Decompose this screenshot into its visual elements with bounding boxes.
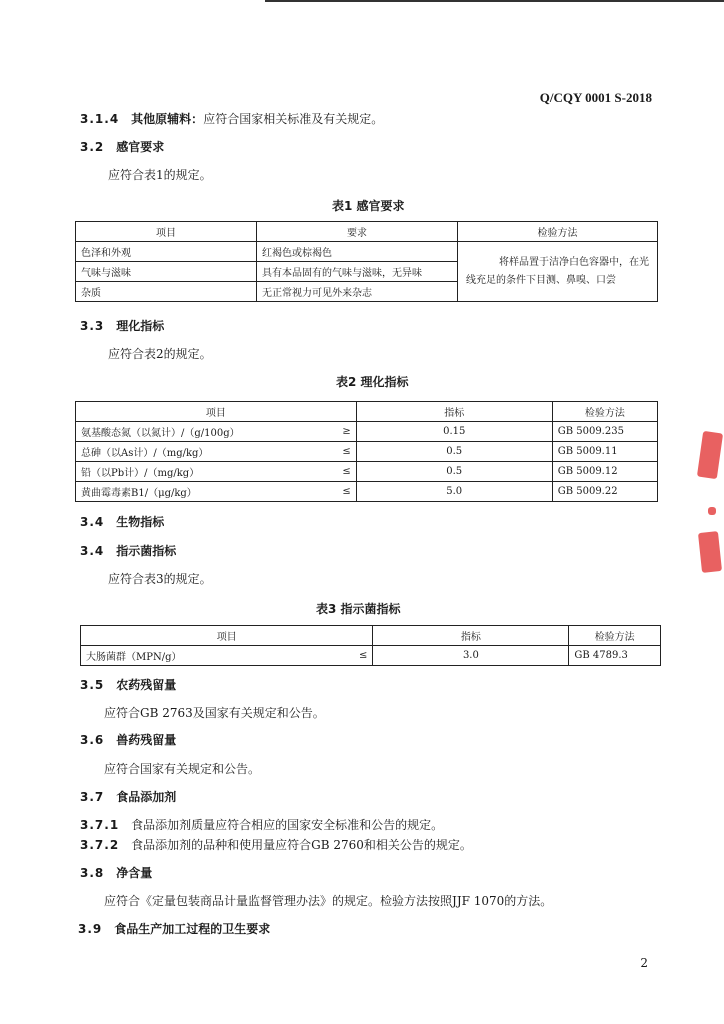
table-cell: 铅（以Pb计）/（mg/kg） [76,462,329,482]
section-text: 应符合国家相关标准及有关规定。 [203,112,384,126]
table-cell-method [458,242,658,302]
table-header-cell: 检验方法 [458,222,658,242]
table-cell-method: GB 5009.235 [552,422,657,442]
section-3-6-text: 应符合国家有关规定和公告。 [104,762,261,776]
table-row [81,646,661,666]
section-title: 其他原辅料： [131,112,204,126]
table-cell-symbol: ≥ [328,422,356,442]
table-cell: 总砷（以As计）/（mg/kg） [76,442,329,462]
table3-caption: 表3 指示菌指标 [316,602,401,616]
table-cell: 气味与滋味 [76,262,257,282]
table-cell-method: GB 5009.11 [552,442,657,462]
section-title: 农药残留量 [116,678,177,692]
seal-fragment-mid [708,507,716,515]
section-3-2-text: 应符合表1的规定。 [108,168,212,182]
section-3-7-1 [80,816,443,833]
table-cell-value: 0.5 [356,462,552,482]
section-number: 3.4 [80,515,105,529]
section-3-8-text: 应符合《定量包装商品计量监督管理办法》的规定。检验方法按照JJF 1070的方法。 [104,894,553,908]
section-text: 食品添加剂质量应符合相应的国家安全标准和公告的规定。 [131,818,444,832]
document-number: Q/CQY 0001 S-2018 [539,90,652,105]
section-3-5-text: 应符合GB 2763及国家有关规定和公告。 [104,706,325,720]
table-header-cell: 检验方法 [552,402,657,422]
table-cell-symbol: ≤ [328,462,356,482]
table-header-cell: 项目 [76,402,357,422]
section-number: 3.9 [78,922,103,936]
table-cell-method: GB 5009.22 [552,482,657,502]
section-3-3-heading [80,317,164,334]
section-number: 3.2 [80,140,105,154]
table3-indicator [80,625,661,666]
section-3-8-heading [80,864,152,881]
table-cell-method: GB 4789.3 [569,646,661,666]
section-3-7-2 [80,836,472,853]
table-row [76,442,658,462]
table1-sensory [75,221,658,302]
table-header-row [76,402,658,422]
top-rule [265,0,724,2]
table-cell: 具有本品固有的气味与滋味，无异味 [257,262,458,282]
table-header-row [76,222,658,242]
table-row [76,242,658,262]
section-title: 感官要求 [116,140,165,154]
page-number: 2 [640,956,648,970]
section-title: 生物指标 [116,515,165,529]
section-number: 3.7.2 [80,838,120,852]
section-title: 净含量 [116,866,153,880]
section-number: 3.4 [80,544,105,558]
table-header-cell: 指标 [373,626,569,646]
section-title: 指示菌指标 [116,544,177,558]
seal-fragment-top [697,431,723,479]
seal-fragment-bottom [698,531,722,573]
section-title: 理化指标 [116,319,165,333]
table-cell-symbol: ≤ [328,482,356,502]
table-cell-value: 5.0 [356,482,552,502]
section-3-5-heading [80,676,176,693]
table-cell-symbol: ≤ [329,646,373,666]
section-3-4-text: 应符合表3的规定。 [108,572,212,586]
table-cell: 大肠菌群（MPN/g） [81,646,329,666]
section-3-7-heading [80,788,176,805]
table-cell: 无正常视力可见外来杂志 [257,282,458,302]
table-cell: 氨基酸态氮（以氮计）/（g/100g） [76,422,329,442]
table-header-cell: 项目 [76,222,257,242]
section-number: 3.3 [80,319,105,333]
table-cell-value: 0.5 [356,442,552,462]
section-number: 3.6 [80,733,105,747]
table2-caption: 表2 理化指标 [336,375,409,389]
section-3-4-heading [80,513,164,530]
section-title: 食品生产加工过程的卫生要求 [114,922,271,936]
section-3-6-heading [80,731,176,748]
table2-physicochemical [75,401,658,502]
table-cell: 色泽和外观 [76,242,257,262]
table-cell: 杂质 [76,282,257,302]
section-number: 3.5 [80,678,105,692]
section-number: 3.1.4 [80,112,120,126]
table-row [76,462,658,482]
section-number: 3.7 [80,790,105,804]
section-text: 食品添加剂的品种和使用量应符合GB 2760和相关公告的规定。 [131,838,472,852]
method-line-2: 线充足的条件下目测、鼻嗅、口尝 [466,274,616,286]
section-title: 食品添加剂 [116,790,177,804]
table-header-cell: 指标 [356,402,552,422]
section-3-9-heading [78,920,270,937]
section-number: 3.7.1 [80,818,120,832]
table-cell-value: 0.15 [356,422,552,442]
section-3-3-text: 应符合表2的规定。 [108,347,212,361]
method-line-1: 将样品置于洁净白色容器中，在光 [499,256,649,268]
table-cell: 黄曲霉毒素B1/（μg/kg） [76,482,329,502]
table-cell-symbol: ≤ [328,442,356,462]
table-cell: 红褐色或棕褐色 [257,242,458,262]
table-cell-value: 3.0 [373,646,569,666]
section-number: 3.8 [80,866,105,880]
table-cell-method: GB 5009.12 [552,462,657,482]
table-header-row [81,626,661,646]
table-header-cell: 检验方法 [569,626,661,646]
section-3-4-indicator-heading [80,542,176,559]
table-row [76,482,658,502]
section-title: 兽药残留量 [116,733,177,747]
table-header-cell: 项目 [81,626,373,646]
section-3-1-4 [80,110,383,127]
table-row [76,422,658,442]
table-header-cell: 要求 [257,222,458,242]
table1-caption: 表1 感官要求 [332,199,405,213]
section-3-2-heading [80,138,164,155]
